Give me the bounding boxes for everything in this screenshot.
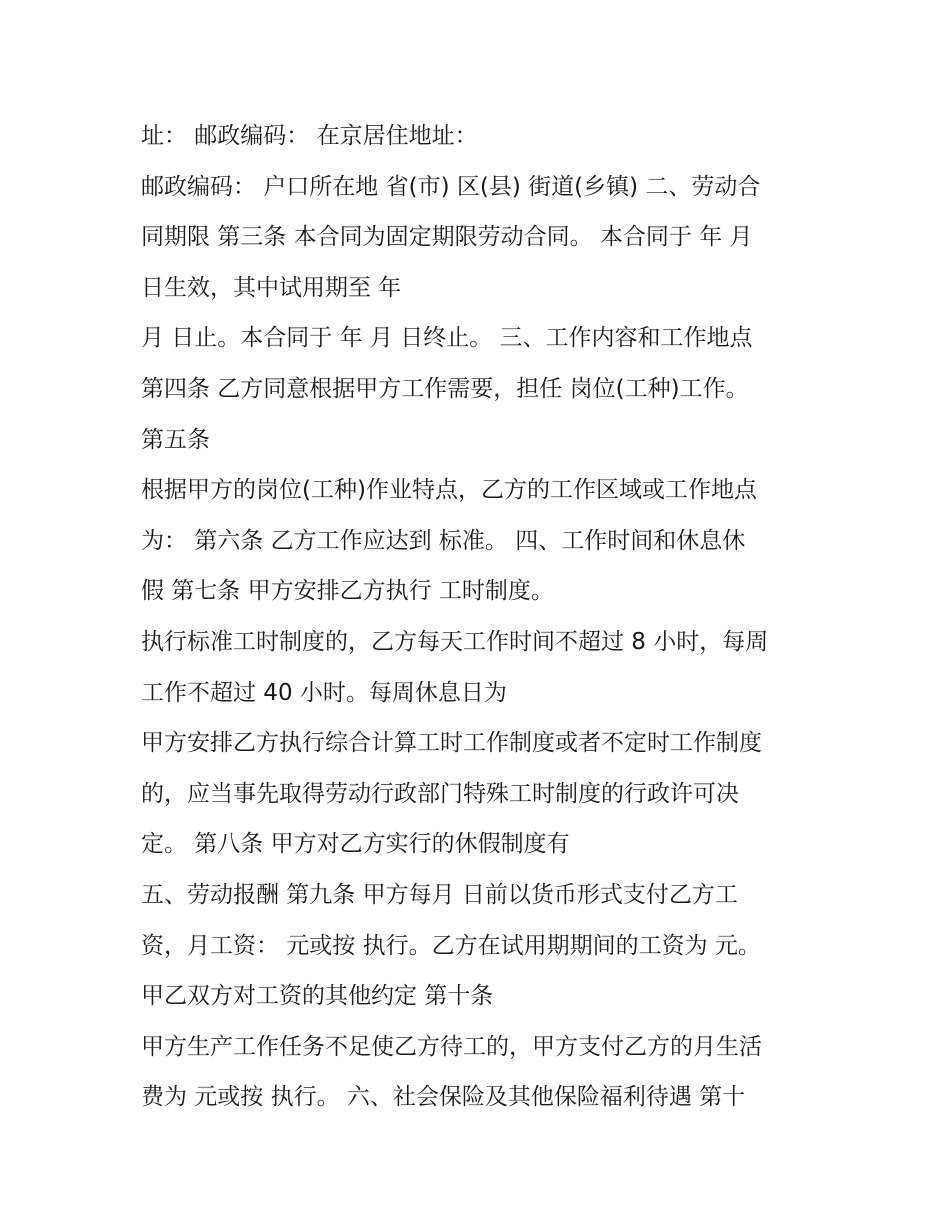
text-line: 资，月工资： 元或按 执行。乙方在试用期期间的工资为 元。 (141, 932, 761, 959)
text-line: 第五条 (141, 426, 210, 453)
text-line: 甲方生产工作任务不足使乙方待工的，甲方支付乙方的月生活 (141, 1033, 762, 1060)
text-line: 假 第七条 甲方安排乙方执行 工时制度。 (141, 578, 554, 605)
text-line: 根据甲方的岗位(工种)作业特点，乙方的工作区域或工作地点 (141, 477, 757, 504)
text-line: 甲方安排乙方执行综合计算工时工作制度或者不定时工作制度 (141, 730, 762, 757)
text-line: 五、劳动报酬 第九条 甲方每月 日前以货币形式支付乙方工 (141, 881, 738, 908)
document-body (141, 111, 841, 1123)
text-line: 甲乙双方对工资的其他约定 第十条 (141, 983, 494, 1010)
text-line: 执行标准工时制度的，乙方每天工作时间不超过 8 小时，每周 (141, 628, 769, 655)
text-line: 工作不超过 40 小时。每周休息日为 (141, 679, 507, 706)
text-line: 费为 元或按 执行。 六、社会保险及其他保险福利待遇 第十 (141, 1084, 746, 1111)
text-line: 址： 邮政编码： 在京居住地址： (141, 123, 478, 149)
text-line: 日生效，其中试用期至 年 (141, 274, 402, 301)
text-line: 的，应当事先取得劳动行政部门特殊工时制度的行政许可决 (141, 780, 739, 807)
text-line: 为： 第六条 乙方工作应达到 标准。 四、工作时间和休息休 (141, 527, 746, 554)
text-line: 邮政编码： 户口所在地 省(市) 区(县) 街道(乡镇) 二、劳动合 (141, 173, 761, 200)
text-line: 月 日止。本合同于 年 月 日终止。 三、工作内容和工作地点 (141, 325, 753, 352)
text-line: 定。 第八条 甲方对乙方实行的休假制度有 (141, 831, 570, 858)
text-line: 同期限 第三条 本合同为固定期限劳动合同。 本合同于 年 月 (141, 224, 753, 251)
text-line: 第四条 乙方同意根据甲方工作需要，担任 岗位(工种)工作。 (141, 375, 749, 402)
